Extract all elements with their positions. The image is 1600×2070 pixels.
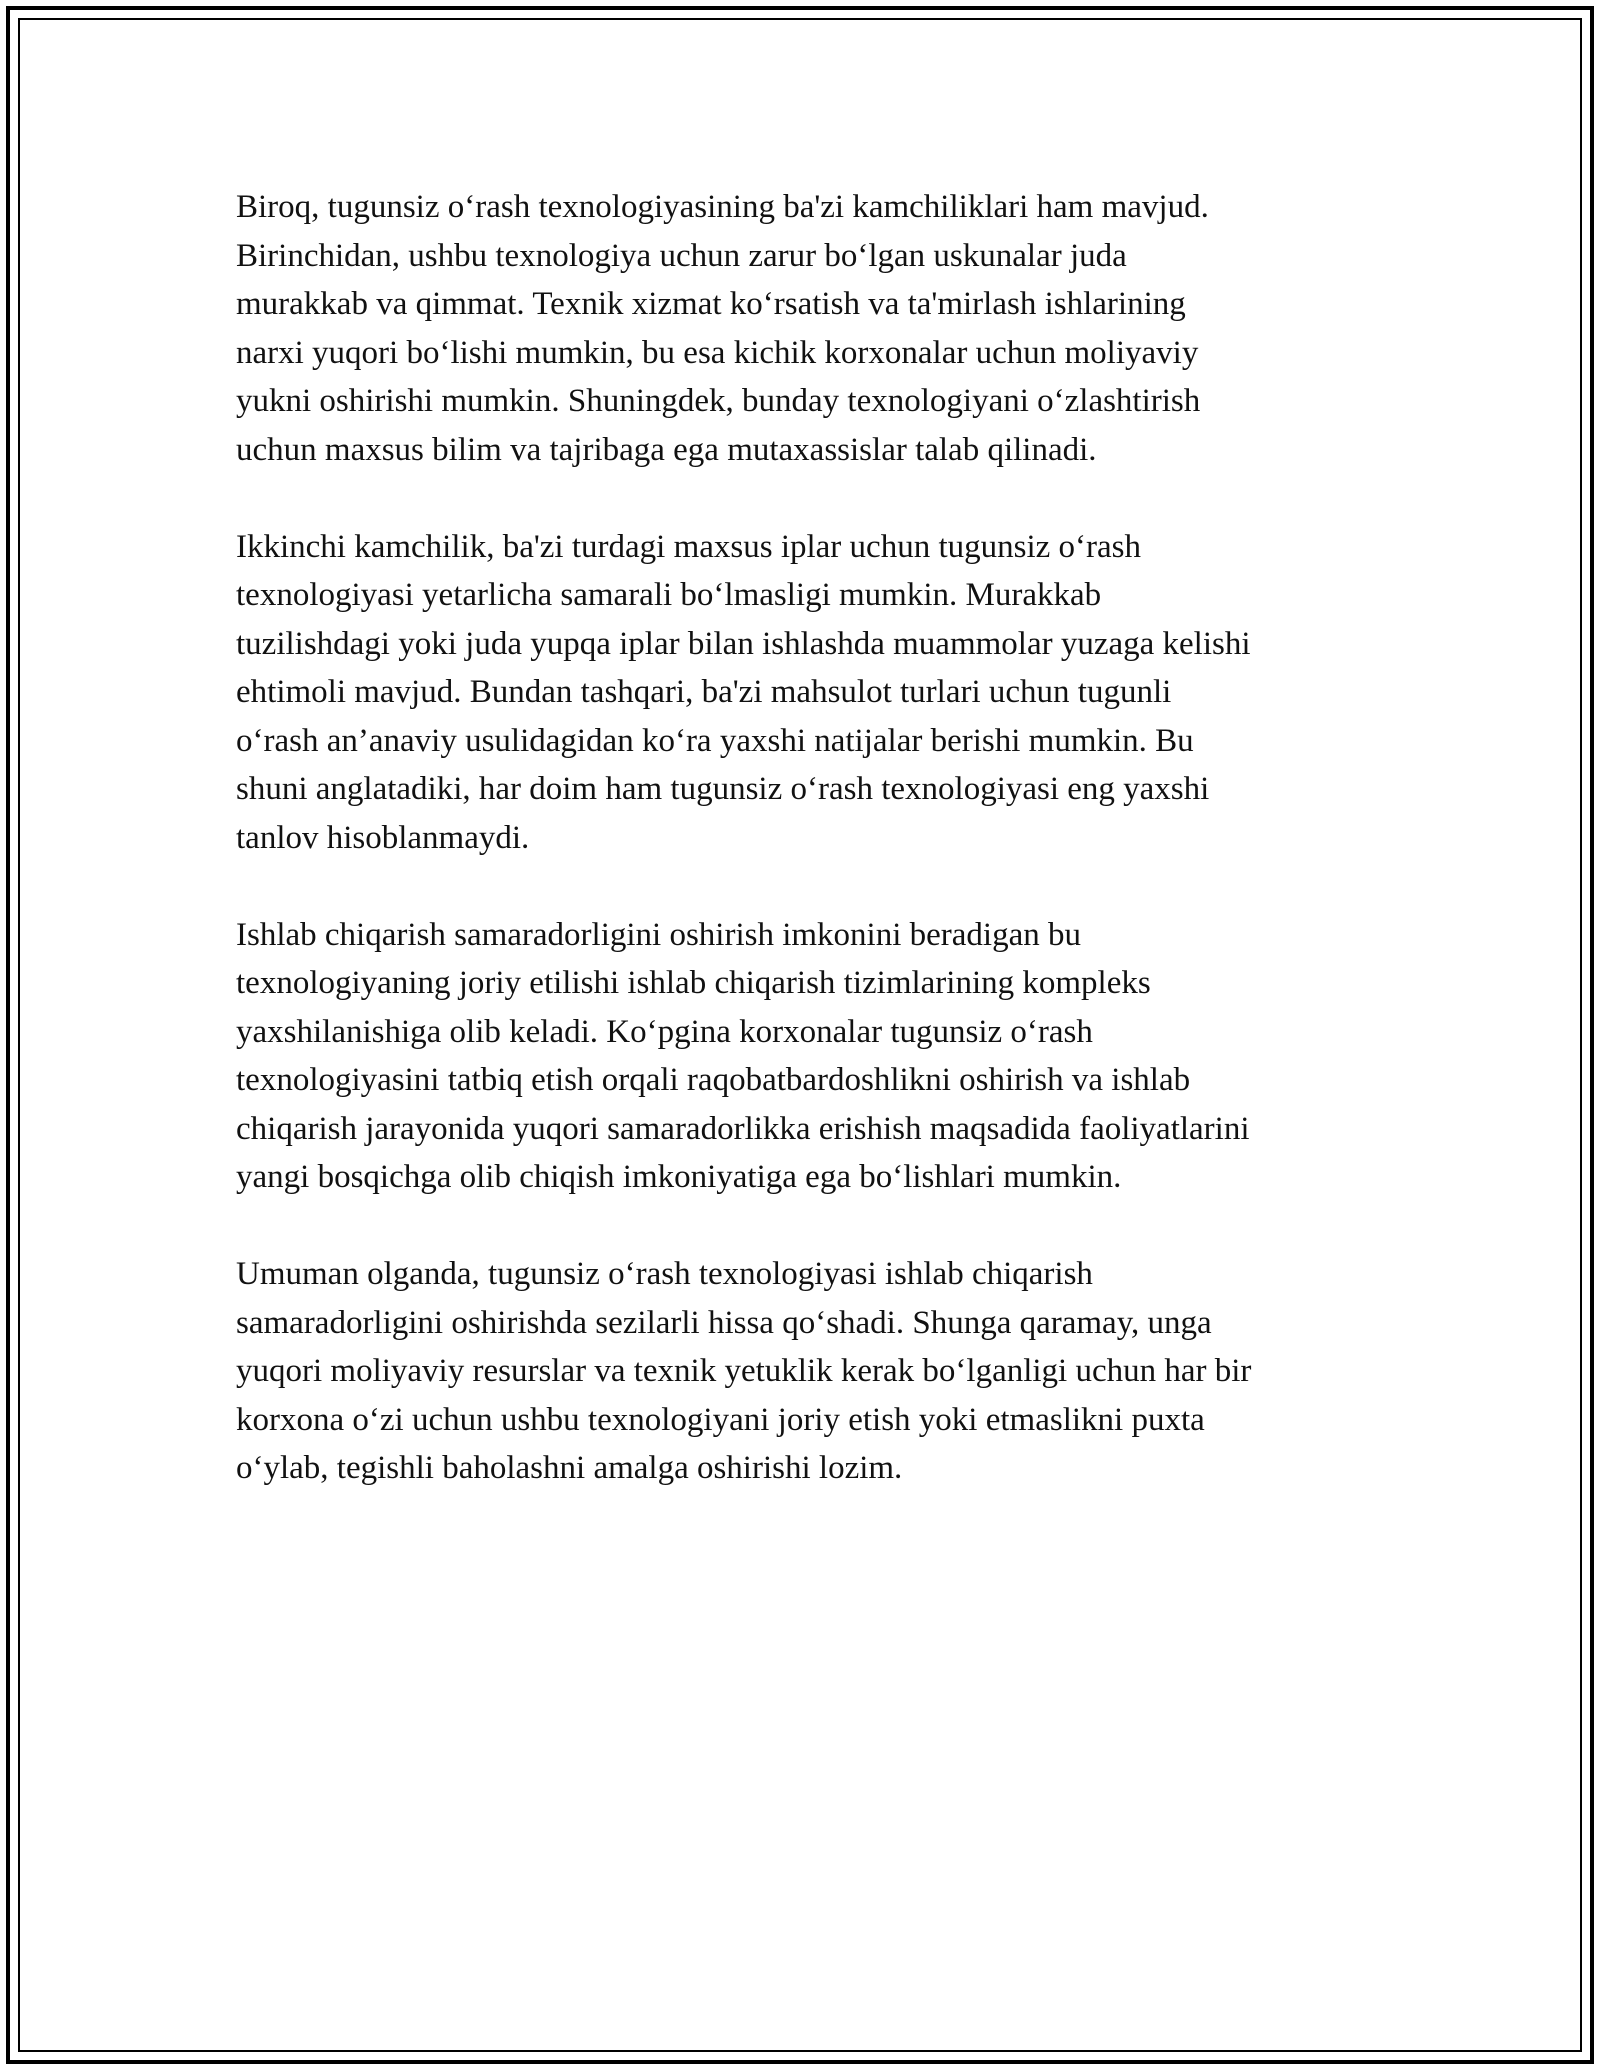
text-line: texnologiyaning joriy etilishi ishlab chiqarish tizimlarining kompleks	[236, 965, 1151, 1001]
document-body	[236, 183, 1386, 1541]
paragraph-2	[236, 523, 1386, 863]
text-line: Birinchidan, ushbu texnologiya uchun zarur bo‘lgan uskunalar juda	[236, 237, 1127, 274]
paragraph-3	[236, 911, 1386, 1202]
text-line: Umuman olganda, tugunsiz o‘rash texnologiyasi ishlab chiqarish	[236, 1256, 1093, 1292]
text-line: tuzilishdagi yoki juda yupqa iplar bilan ishlashda muammolar yuzaga kelishi	[236, 625, 1251, 662]
text-line: Ikkinchi kamchilik, ba'zi turdagi maxsus iplar uchun tugunsiz o‘rash	[236, 528, 1141, 565]
text-line: narxi yuqori bo‘lishi mumkin, bu esa kichik korxonalar uchun moliyaviy	[236, 334, 1199, 371]
text-line: yukni oshirishi mumkin. Shuningdek, bunday texnologiyani o‘zlashtirish	[236, 383, 1201, 419]
text-line: yaxshilanishiga olib keladi. Ko‘pgina korxonalar tugunsiz o‘rash	[236, 1013, 1093, 1050]
text-line: samaradorligini oshirishda sezilarli hissa qo‘shadi. Shunga qaramay, unga	[236, 1304, 1212, 1341]
text-line: yuqori moliyaviy resurslar va texnik yetuklik kerak bo‘lganligi uchun har bir	[236, 1353, 1252, 1389]
text-line: Ishlab chiqarish samaradorligini oshirish imkonini beradigan bu	[236, 916, 1081, 953]
text-line: uchun maxsus bilim va tajribaga ega mutaxassislar talab qilinadi.	[236, 431, 1097, 468]
paragraph-4	[236, 1250, 1386, 1493]
text-line: o‘rash an’anaviy usulidagidan ko‘ra yaxshi natijalar berishi mumkin. Bu	[236, 722, 1194, 759]
text-line: o‘ylab, tegishli baholashni amalga oshirishi lozim.	[236, 1450, 903, 1486]
text-line: tanlov hisoblanmaydi.	[236, 819, 530, 856]
text-line: korxona o‘zi uchun ushbu texnologiyani joriy etish yoki etmaslikni puxta	[236, 1401, 1205, 1438]
text-line: yangi bosqichga olib chiqish imkoniyatiga ega bo‘lishlari mumkin.	[236, 1159, 1122, 1195]
text-line: texnologiyasini tatbiq etish orqali raqobatbardoshlikni oshirish va ishlab	[236, 1062, 1191, 1098]
text-line: murakkab va qimmat. Texnik xizmat ko‘rsatish va ta'mirlash ishlarining	[236, 286, 1186, 322]
paragraph-1	[236, 183, 1386, 474]
text-line: chiqarish jarayonida yuqori samaradorlikka erishish maqsadida faoliyatlarini	[236, 1110, 1250, 1147]
text-line: ehtimoli mavjud. Bundan tashqari, ba'zi mahsulot turlari uchun tugunli	[236, 674, 1172, 710]
text-line: shuni anglatadiki, har doim ham tugunsiz o‘rash texnologiyasi eng yaxshi	[236, 771, 1210, 807]
text-line: Biroq, tugunsiz o‘rash texnologiyasining ba'zi kamchiliklari ham mavjud.	[236, 189, 1209, 225]
text-line: texnologiyasi yetarlicha samarali bo‘lmasligi mumkin. Murakkab	[236, 577, 1102, 613]
